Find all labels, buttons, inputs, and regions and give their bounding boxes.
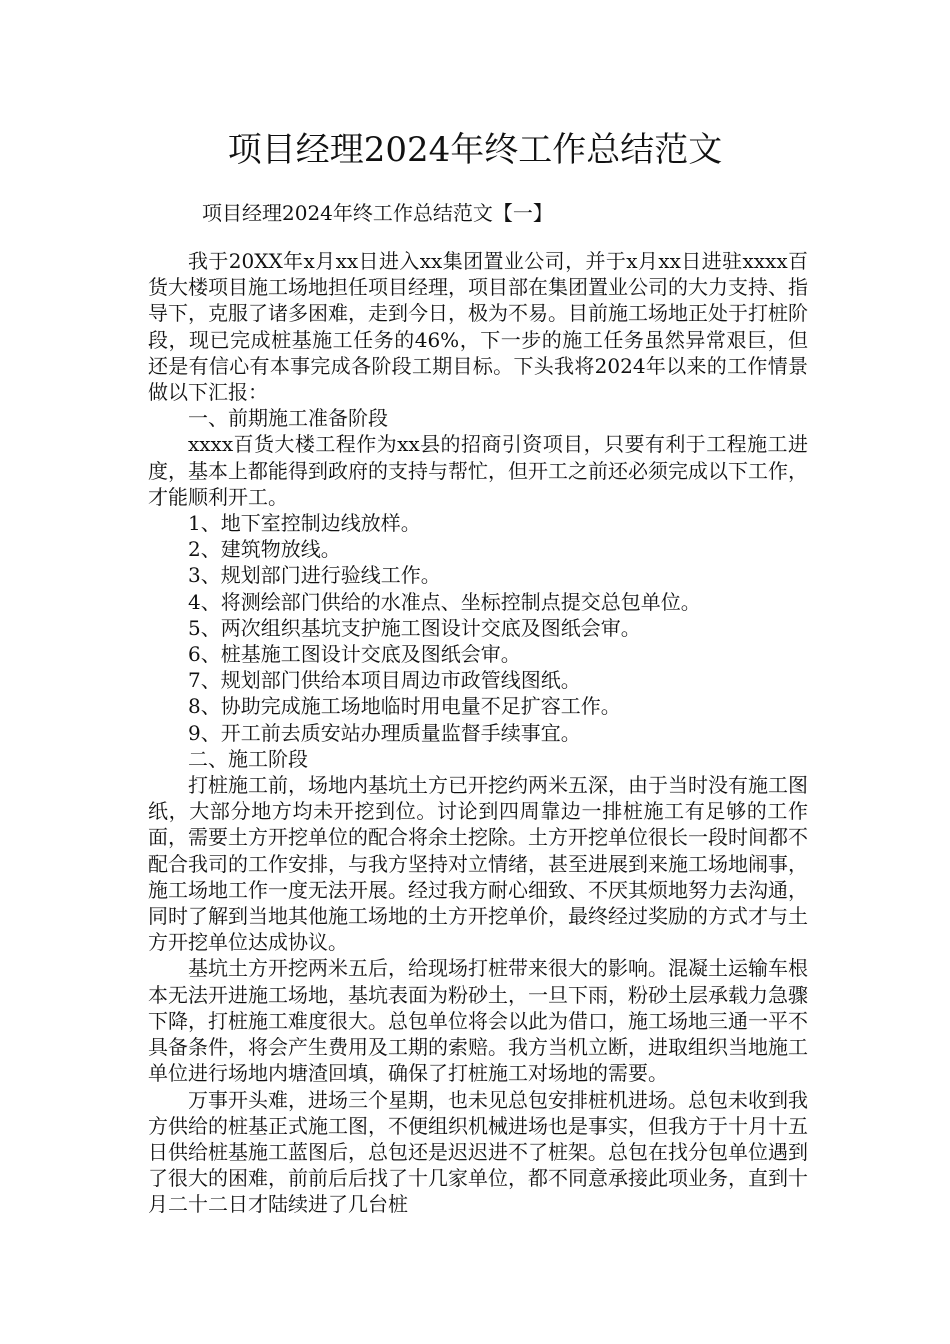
list-item: 2、建筑物放线。 [188,537,341,562]
list-item: 1、地下室控制边线放样。 [188,511,421,536]
section-heading-preparation: 一、前期施工准备阶段 [188,406,388,431]
paragraph-piling: 打桩施工前，场地内基坑土方已开挖约两米五深，由于当时没有施工图纸，大部分地方均未开挖到位。讨论到四周靠边一排桩施工有足够的工作面，需要土方开挖单位的配合将余土挖除。土方开挖单位很长一段时间都不配合我司的工作安排，与我方坚持对立情绪，甚至进展到来施工场地闹事，施工场地工作一度无法开展。经过我方耐心细致、不厌其烦地努力去沟通，同时了解到当地其他施工场地的土方开挖单价，最终经过奖励的方式才与土方开挖单位达成协议。 [148,773,808,955]
list-item: 8、协助完成施工场地临时用电量不足扩容工作。 [188,694,621,719]
list-item: 7、规划部门供给本项目周边市政管线图纸。 [188,668,581,693]
section-heading-construction: 二、施工阶段 [188,746,308,771]
list-item: 4、将测绘部门供给的水准点、坐标控制点提交总包单位。 [188,589,701,614]
paragraph-preparation: xxxx百货大楼工程作为xx县的招商引资项目，只要有利于工程施工进度，基本上都能得到政府的支持与帮忙，但开工之前还必须完成以下工作，才能顺利开工。 [148,432,808,509]
list-item: 6、桩基施工图设计交底及图纸会审。 [188,642,521,667]
paragraph-intro: 我于20XX年x月xx日进入xx集团置业公司，并于x月xx日进驻xxxx百货大楼项目施工场地担任项目经理，项目部在集团置业公司的大力支持、指导下，克服了诸多困难，走到今日，极为不易。目前施工场地正处于打桩阶段，现已完成桩基施工任务的46%，下一步的施工任务虽然异常艰巨，但还是有信心有本事完成各阶段工期目标。下头我将2024年以来的工作情景做以下汇报： [148,249,808,405]
list-item: 3、规划部门进行验线工作。 [188,563,441,588]
paragraph-start: 万事开头难，进场三个星期，也未见总包安排桩机进场。总包未收到我方供给的桩基正式施工图，不便组织机械进场也是事实，但我方于十月十五日供给桩基施工蓝图后，总包还是迟迟进不了桩架。总包在找分包单位遇到了很大的困难，前前后后找了十几家单位，都不同意承接此项业务，直到十月二十二日才陆续进了几台桩 [148,1087,808,1217]
document-title: 项目经理2024年终工作总结范文 [227,130,723,170]
document-body [148,248,808,1218]
list-item: 9、开工前去质安站办理质量监督手续事宜。 [188,720,581,745]
list-item: 5、两次组织基坑支护施工图设计交底及图纸会审。 [188,615,641,640]
paragraph-excavation: 基坑土方开挖两米五后，给现场打桩带来很大的影响。混凝土运输车根本无法开进施工场地，基坑表面为粉砂土，一旦下雨，粉砂土层承载力急骤下降，打桩施工难度很大。总包单位将会以此为借口，施工场地三通一平不具备条件，将会产生费用及工期的索赔。我方当机立断，进取组织当地施工单位进行场地内塘渣回填，确保了打桩施工对场地的需要。 [148,956,808,1086]
document-subtitle: 项目经理2024年终工作总结范文【一】 [202,201,553,225]
